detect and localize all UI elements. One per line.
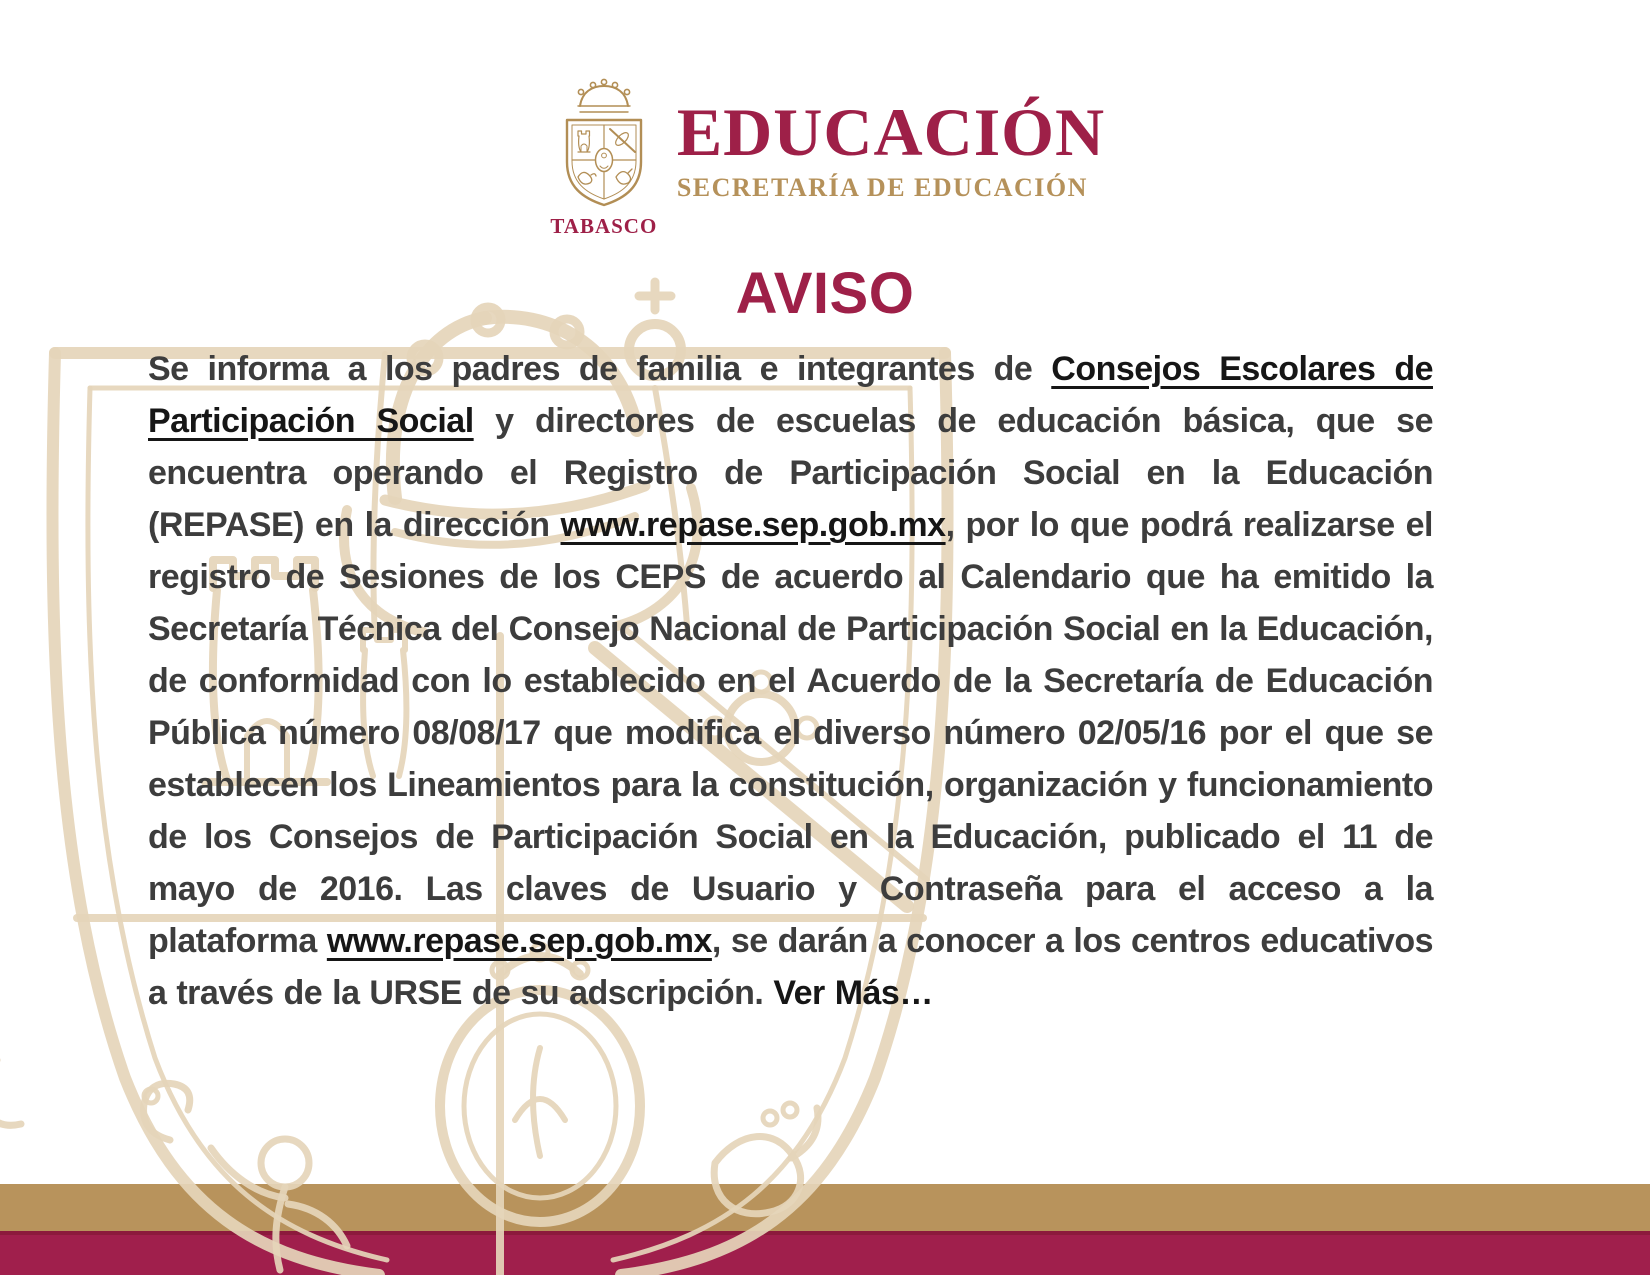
header bbox=[0, 0, 1650, 239]
body-text-3: , por lo que podrá realizarse el registro de Sesiones de los CEPS de acuerdo al Calendario que ha emitido la Secretaría Técnica del Consejo Nacional de Participación Social en la Educación, de conformidad con lo establecido en el Acuerdo de la Secretaría de Educación Pública número 08/08/17 que modifica el diverso número 02/05/16 por el que se establecen los Lineamientos para la constitución, organización y funcionamiento de los Consejos de Participación Social en la Educación, publicado el 11 de mayo de 2016. Las claves de Usuario y Contraseña para el acceso a la plataforma bbox=[148, 506, 1433, 960]
body-text-2: y directores de escuelas de educación básica, que se encuentra operando el Registro de Participación Social en la Educación (REPASE) en la dirección bbox=[148, 402, 1433, 544]
ver-mas-link[interactable]: Ver Más… bbox=[773, 974, 933, 1012]
repase-url-link-1[interactable]: www.repase.sep.gob.mx bbox=[560, 506, 946, 544]
seal-label: TABASCO bbox=[550, 214, 658, 238]
footer-gold-stripe bbox=[0, 1184, 1650, 1231]
notice-title: AVISO bbox=[735, 261, 915, 326]
tabasco-coat-of-arms-icon bbox=[550, 76, 658, 212]
body-text-1: Se informa a los padres de familia e integrantes de bbox=[148, 350, 1052, 388]
secretaria-subtitle: SECRETARÍA DE EDUCACIÓN bbox=[676, 173, 1088, 202]
notice-body bbox=[148, 343, 1433, 1019]
ceps-underlined-phrase[interactable]: Consejos Escolares de Participación Social bbox=[148, 350, 1433, 440]
footer-maroon-stripe bbox=[0, 1231, 1650, 1275]
body-text-4: , se darán a conocer a los centros educativos a través de la URSE de su adscripción. bbox=[148, 922, 1433, 1012]
repase-url-link-2[interactable]: www.repase.sep.gob.mx bbox=[326, 922, 712, 960]
tabasco-seal bbox=[545, 76, 663, 239]
education-wordmark: EDUCACIÓN bbox=[676, 94, 1106, 170]
